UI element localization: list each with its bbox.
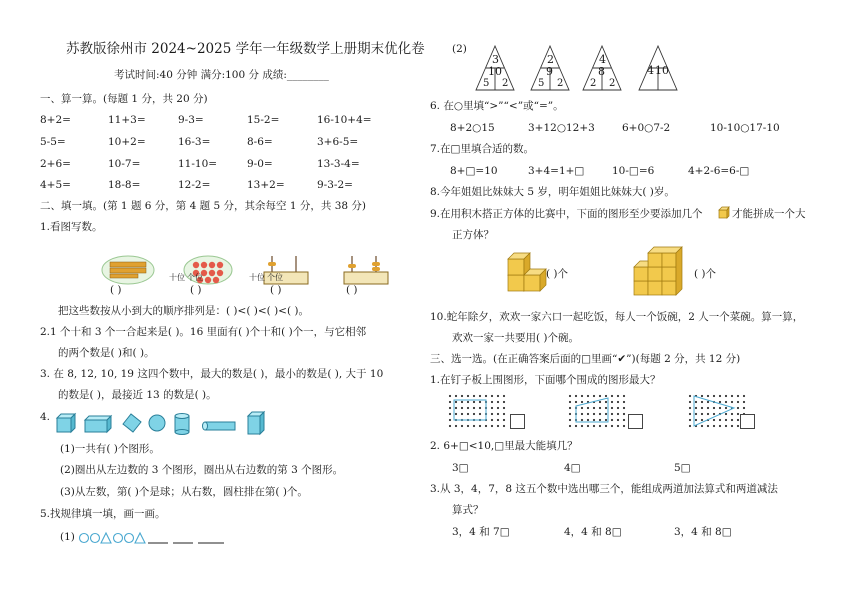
peg-dot — [497, 401, 499, 403]
question-10-line-2: 欢欢一家一共要用( )个碗。 — [452, 332, 580, 344]
compare-item: 10-10○17-10 — [710, 122, 780, 134]
peg-dot — [575, 425, 577, 427]
peg-dot — [695, 401, 697, 403]
peg-dot — [623, 395, 625, 397]
sphere-shape-icon — [149, 415, 165, 431]
peg-dot — [455, 413, 457, 415]
peg-dot — [725, 401, 727, 403]
circle-pattern-icon — [91, 534, 100, 543]
question-2-line-1: 2.1 个十和 3 个一合起来是( )。16 里面有( )个十和( )个一，与它相邻 — [40, 326, 367, 338]
circle-pattern-icon — [125, 534, 134, 543]
peg-dot — [503, 413, 505, 415]
question-1-label: 1.看图写数。 — [40, 221, 103, 233]
count-pictures — [100, 250, 422, 298]
peg-dot — [449, 413, 451, 415]
triangle-mid-value: 8 — [598, 65, 605, 78]
peg-dot — [701, 401, 703, 403]
peg-dot — [587, 413, 589, 415]
peg-dot — [503, 425, 505, 427]
fill-item: 8+□=10 — [450, 165, 498, 177]
peg-dot — [725, 413, 727, 415]
peg-dot — [719, 395, 721, 397]
peg-dot — [719, 419, 721, 421]
answer-blank[interactable]: ( ) — [346, 284, 358, 296]
peg-dot — [485, 425, 487, 427]
peg-dot — [611, 395, 613, 397]
section-2-title: 二、填一填。(第 1 题 6 分，第 4 题 5 分，其余每空 1 分，共 38 分) — [40, 200, 367, 212]
calc-item: 13-3-4= — [317, 158, 360, 170]
s3-q2-option[interactable]: 4□ — [564, 462, 581, 474]
triangle-bl-value: 5 — [538, 78, 545, 89]
peg-dot — [611, 401, 613, 403]
compare-item: 6+0○7-2 — [622, 122, 671, 134]
calc-item: 16-10+4= — [317, 114, 372, 126]
answer-blank[interactable]: ( ) — [190, 284, 202, 296]
peg-dot — [461, 425, 463, 427]
compare-item: 3+12○12+3 — [528, 122, 595, 134]
question-7-label: 7.在□里填合适的数。 — [430, 143, 534, 155]
calc-item: 9-0= — [247, 158, 273, 170]
peg-dot — [479, 407, 481, 409]
peg-dot — [623, 419, 625, 421]
peg-dot — [449, 401, 451, 403]
peg-dot — [701, 419, 703, 421]
small-cube-icon — [718, 206, 730, 220]
section-1-title: 一、算一算。(每题 1 分，共 20 分) — [40, 93, 208, 105]
peg-dot — [455, 407, 457, 409]
s3-question-1: 1.在钉子板上围图形，下面哪个围成的图形最大？ — [430, 374, 661, 386]
peg-dot — [461, 413, 463, 415]
peg-dot — [581, 419, 583, 421]
peg-dot — [467, 425, 469, 427]
section-3-title: 三、选一选。(在正确答案后面的□里画“✔”)(每题 2 分，共 12 分) — [430, 353, 741, 365]
peg-dot — [473, 407, 475, 409]
triangle-br-value: 2 — [609, 78, 616, 89]
triangle-mid-value: 10 — [488, 65, 502, 78]
question-3-line-1: 3. 在 8, 12, 10, 19 这四个数中，最大的数是( )，最小的数是( ), 大于 10 — [40, 368, 384, 380]
fill-item: 3+4=1+□ — [528, 165, 585, 177]
peg-dot — [467, 395, 469, 397]
peg-dot — [707, 413, 709, 415]
peg-dot — [593, 413, 595, 415]
peg-dot — [707, 425, 709, 427]
peg-dot — [701, 413, 703, 415]
peg-dot — [611, 419, 613, 421]
peg-dot — [725, 425, 727, 427]
triangle-left-value: 4 — [647, 64, 654, 77]
exam-meta: 考试时间:40 分钟 满分:100 分 成绩:________ — [114, 69, 329, 81]
peg-dot — [731, 425, 733, 427]
q9-answer-blank-2[interactable]: ( )个 — [694, 268, 717, 280]
peg-dot — [455, 425, 457, 427]
abacus-ones-label: 个位 — [267, 273, 283, 282]
peg-dot — [485, 395, 487, 397]
peg-dot — [473, 425, 475, 427]
cuboid-shape-icon — [85, 416, 111, 432]
tall-cuboid-shape-icon — [248, 412, 264, 434]
peg-dot — [707, 401, 709, 403]
peg-dot — [725, 419, 727, 421]
triangle-br-value: 2 — [502, 78, 509, 89]
peg-dot — [611, 407, 613, 409]
peg-dot — [605, 413, 607, 415]
calc-item: 11-10= — [178, 158, 218, 170]
peg-dot — [587, 419, 589, 421]
s3-q2-option[interactable]: 5□ — [674, 462, 691, 474]
peg-dot — [461, 401, 463, 403]
peg-dot — [599, 395, 601, 397]
peg-dot — [497, 395, 499, 397]
peg-dot — [479, 395, 481, 397]
cube-stacks — [500, 243, 700, 303]
peg-dot — [689, 401, 691, 403]
peg-dot — [737, 401, 739, 403]
peg-dot — [479, 401, 481, 403]
peg-dot — [719, 401, 721, 403]
peg-dot — [569, 419, 571, 421]
calc-item: 15-2= — [247, 114, 280, 126]
abacus-ones-label: 个位 — [187, 273, 203, 282]
peg-dot — [491, 401, 493, 403]
triangle-bl-value: 5 — [483, 78, 490, 89]
peg-dot — [737, 425, 739, 427]
peg-dot — [581, 413, 583, 415]
s3-question-3-line-2: 算式？ — [452, 504, 484, 516]
peg-dot — [593, 419, 595, 421]
pegboard-3-figure — [689, 395, 745, 427]
peg-dot — [713, 419, 715, 421]
s3-question-2: 2. 6+□<10,□里最大能填几？ — [430, 440, 578, 452]
peg-dot — [581, 425, 583, 427]
peg-dot — [731, 419, 733, 421]
peg-dot — [467, 401, 469, 403]
peg-dot — [575, 395, 577, 397]
peg-dot — [599, 401, 601, 403]
s3-q3-option[interactable]: 4，4 和 8□ — [564, 526, 622, 538]
cube-shape-icon — [57, 414, 75, 432]
question-8: 8.今年姐姐比妹妹大 5 岁，明年姐姐比妹妹大( )岁。 — [430, 186, 675, 198]
calc-item: 4+5= — [40, 179, 71, 191]
peg-dot — [587, 425, 589, 427]
peg-dot — [743, 407, 745, 409]
peg-dot — [581, 395, 583, 397]
peg-dot — [605, 407, 607, 409]
page-title: 苏教版徐州市 2024~2025 学年一年级数学上册期末优化卷 — [66, 41, 425, 57]
peg-dot — [617, 395, 619, 397]
peg-dot — [731, 395, 733, 397]
triangle-pattern-icon — [135, 533, 145, 543]
peg-dot — [695, 413, 697, 415]
peg-dot — [599, 425, 601, 427]
peg-dot — [623, 401, 625, 403]
checkbox-option-3[interactable] — [740, 414, 755, 429]
peg-dot — [713, 425, 715, 427]
peg-dot — [737, 419, 739, 421]
calc-item: 9-3-2= — [317, 179, 353, 191]
peg-dot — [449, 395, 451, 397]
answer-blank[interactable]: ( ) — [270, 284, 282, 296]
calc-item: 8+2= — [40, 114, 71, 126]
peg-dot — [725, 395, 727, 397]
peg-dot — [503, 401, 505, 403]
question-9-line-1-cont: 才能拼成一个大 — [732, 208, 806, 220]
peg-dot — [593, 395, 595, 397]
s3-q2-option[interactable]: 3□ — [452, 462, 469, 474]
fill-item: 10-□=6 — [612, 165, 655, 177]
calc-item: 10-7= — [108, 158, 141, 170]
peg-dot — [713, 395, 715, 397]
peg-dot — [449, 419, 451, 421]
peg-dot — [713, 407, 715, 409]
peg-dot — [467, 407, 469, 409]
cylinder-long-shape-icon — [203, 422, 236, 430]
peg-dot — [503, 419, 505, 421]
peg-dot — [689, 413, 691, 415]
peg-dot — [695, 407, 697, 409]
q1-order-line: 把这些数按从小到大的顺序排列是：( )<( )<( )<( )。 — [58, 305, 310, 317]
s3-q3-option[interactable]: 3，4 和 7□ — [452, 526, 510, 538]
peg-dot — [497, 425, 499, 427]
peg-dot — [719, 425, 721, 427]
peg-dot — [623, 425, 625, 427]
question-9-line-2: 正方体？ — [452, 229, 494, 241]
peg-dot — [569, 425, 571, 427]
peg-dot — [701, 407, 703, 409]
peg-dot — [689, 425, 691, 427]
peg-dot — [497, 419, 499, 421]
peg-dot — [737, 395, 739, 397]
peg-dot — [713, 413, 715, 415]
peg-dot — [569, 395, 571, 397]
calc-item: 5-5= — [40, 136, 66, 148]
peg-dot — [575, 401, 577, 403]
peg-dot — [473, 413, 475, 415]
peg-dot — [473, 401, 475, 403]
peg-dot — [743, 401, 745, 403]
peg-dot — [689, 395, 691, 397]
triangle-br-value: 2 — [557, 78, 564, 89]
peg-dot — [587, 395, 589, 397]
compare-item: 8+2○15 — [450, 122, 495, 134]
peg-dot — [569, 413, 571, 415]
pattern-sequence — [78, 530, 228, 546]
triangle-top-value: 3 — [492, 53, 499, 66]
peg-dot — [617, 407, 619, 409]
peg-dot — [569, 401, 571, 403]
peg-dot — [689, 407, 691, 409]
peg-dot — [569, 407, 571, 409]
peg-dot — [719, 407, 721, 409]
peg-dot — [491, 395, 493, 397]
peg-dot — [605, 419, 607, 421]
peg-dot — [593, 407, 595, 409]
peg-dot — [599, 419, 601, 421]
triangle-top-value: 2 — [547, 53, 554, 66]
question-4-part-2: (2)圈出从左边数的 3 个图形，圈出从右边数的第 3 个图形。 — [60, 464, 344, 476]
question-9-line-1: 9.在用积木搭正方体的比赛中，下面的图形至少要添加几个 — [430, 208, 703, 220]
peg-dot — [497, 407, 499, 409]
peg-dot — [617, 419, 619, 421]
question-2-line-2: 的两个数是( )和( )。 — [58, 347, 155, 359]
peg-dot — [605, 425, 607, 427]
solid-shapes-row — [55, 410, 275, 438]
s3-q3-option[interactable]: 3，4 和 8□ — [674, 526, 732, 538]
answer-blank[interactable]: ( ) — [110, 284, 122, 296]
peg-dot — [593, 425, 595, 427]
question-5-label: 5.找规律填一填，画一画。 — [40, 508, 166, 520]
peg-dot — [617, 425, 619, 427]
calc-item: 16-3= — [178, 136, 211, 148]
peg-dot — [599, 407, 601, 409]
triangle-pattern-icon — [101, 533, 111, 543]
peg-dot — [461, 395, 463, 397]
peg-dot — [611, 413, 613, 415]
checkbox-option-2[interactable] — [628, 414, 643, 429]
calc-item: 2+6= — [40, 158, 71, 170]
abacus-figure-2 — [344, 256, 388, 284]
peg-dot — [695, 419, 697, 421]
peg-dot — [479, 425, 481, 427]
triangle-mid-value: 9 — [546, 65, 553, 78]
triangle-bl-value: 2 — [590, 78, 597, 89]
peg-dot — [725, 407, 727, 409]
calc-item: 10+2= — [108, 136, 146, 148]
peg-dot — [491, 425, 493, 427]
peg-dot — [605, 395, 607, 397]
abacus-tens-label: 十位 — [169, 273, 185, 282]
peg-dot — [731, 401, 733, 403]
question-10-line-1: 10.蛇年除夕，欢欢一家六口一起吃饭，每人一个饭碗，2 人一个菜碗。算一算， — [430, 311, 804, 323]
cylinder-small-shape-icon — [175, 414, 189, 435]
peg-dot — [503, 395, 505, 397]
cube-stack-small-figure — [508, 253, 546, 291]
calc-item: 12-2= — [178, 179, 211, 191]
peg-dot — [581, 401, 583, 403]
peg-dot — [617, 413, 619, 415]
question-6-label: 6. 在○里填“>”“<”或“=”。 — [430, 100, 564, 112]
question-3-line-2: 的数是( )，最接近 13 的数是( )。 — [58, 389, 217, 401]
fill-item: 4+2-6=6-□ — [688, 165, 750, 177]
peg-dot — [461, 407, 463, 409]
triangle-right-value: 10 — [655, 64, 669, 77]
peg-dot — [743, 395, 745, 397]
calc-item: 13+2= — [247, 179, 285, 191]
triangle-top-value: 4 — [599, 53, 606, 66]
circle-pattern-icon — [114, 534, 123, 543]
calc-item: 11+3= — [108, 114, 146, 126]
question-5-part-1-label: (1) — [60, 531, 75, 543]
calc-item: 18-8= — [108, 179, 141, 191]
peg-dot — [491, 419, 493, 421]
peg-dot — [737, 407, 739, 409]
peg-dot — [455, 401, 457, 403]
s3-question-3-line-1: 3.从 3，4，7，8 这五个数中选出哪三个，能组成两道加法算式和两道减法 — [430, 483, 778, 495]
pegboards — [446, 392, 776, 432]
peg-dot — [617, 401, 619, 403]
peg-dot — [491, 407, 493, 409]
peg-dot — [467, 413, 469, 415]
peg-dot — [689, 419, 691, 421]
peg-dot — [707, 395, 709, 397]
peg-dot — [587, 407, 589, 409]
question-4-part-1: (1)一共有( )个图形。 — [60, 443, 160, 455]
peg-dot — [707, 407, 709, 409]
question-5-part-2-label: (2) — [452, 43, 467, 55]
peg-dot — [503, 407, 505, 409]
sticks-bundle-figure — [102, 256, 154, 284]
peg-dot — [497, 413, 499, 415]
peg-dot — [479, 413, 481, 415]
peg-dot — [599, 413, 601, 415]
q9-answer-blank-1[interactable]: ( )个 — [546, 268, 569, 280]
cube-stack-large-figure — [634, 247, 682, 295]
peg-dot — [449, 407, 451, 409]
checkbox-option-1[interactable] — [510, 414, 525, 429]
peg-dot — [737, 413, 739, 415]
peg-dot — [605, 401, 607, 403]
calc-item: 8-6= — [247, 136, 273, 148]
question-4-label: 4. — [40, 411, 51, 423]
peg-dot — [623, 413, 625, 415]
peg-dot — [611, 425, 613, 427]
peg-dot — [449, 425, 451, 427]
peg-dot — [701, 395, 703, 397]
peg-dot — [455, 395, 457, 397]
calc-item: 3+6-5= — [317, 136, 359, 148]
peg-dot — [623, 407, 625, 409]
peg-dot — [491, 413, 493, 415]
peg-dot — [701, 425, 703, 427]
peg-dot — [731, 413, 733, 415]
question-4-part-3: (3)从左数，第( )个是球；从右数，圆柱排在第( )个。 — [60, 486, 308, 498]
tilted-cube-shape-icon — [123, 414, 141, 432]
peg-dot — [473, 395, 475, 397]
calc-item: 9-3= — [178, 114, 204, 126]
circle-pattern-icon — [80, 534, 89, 543]
peg-dot — [581, 407, 583, 409]
abacus-tens-label: 十位 — [249, 273, 265, 282]
